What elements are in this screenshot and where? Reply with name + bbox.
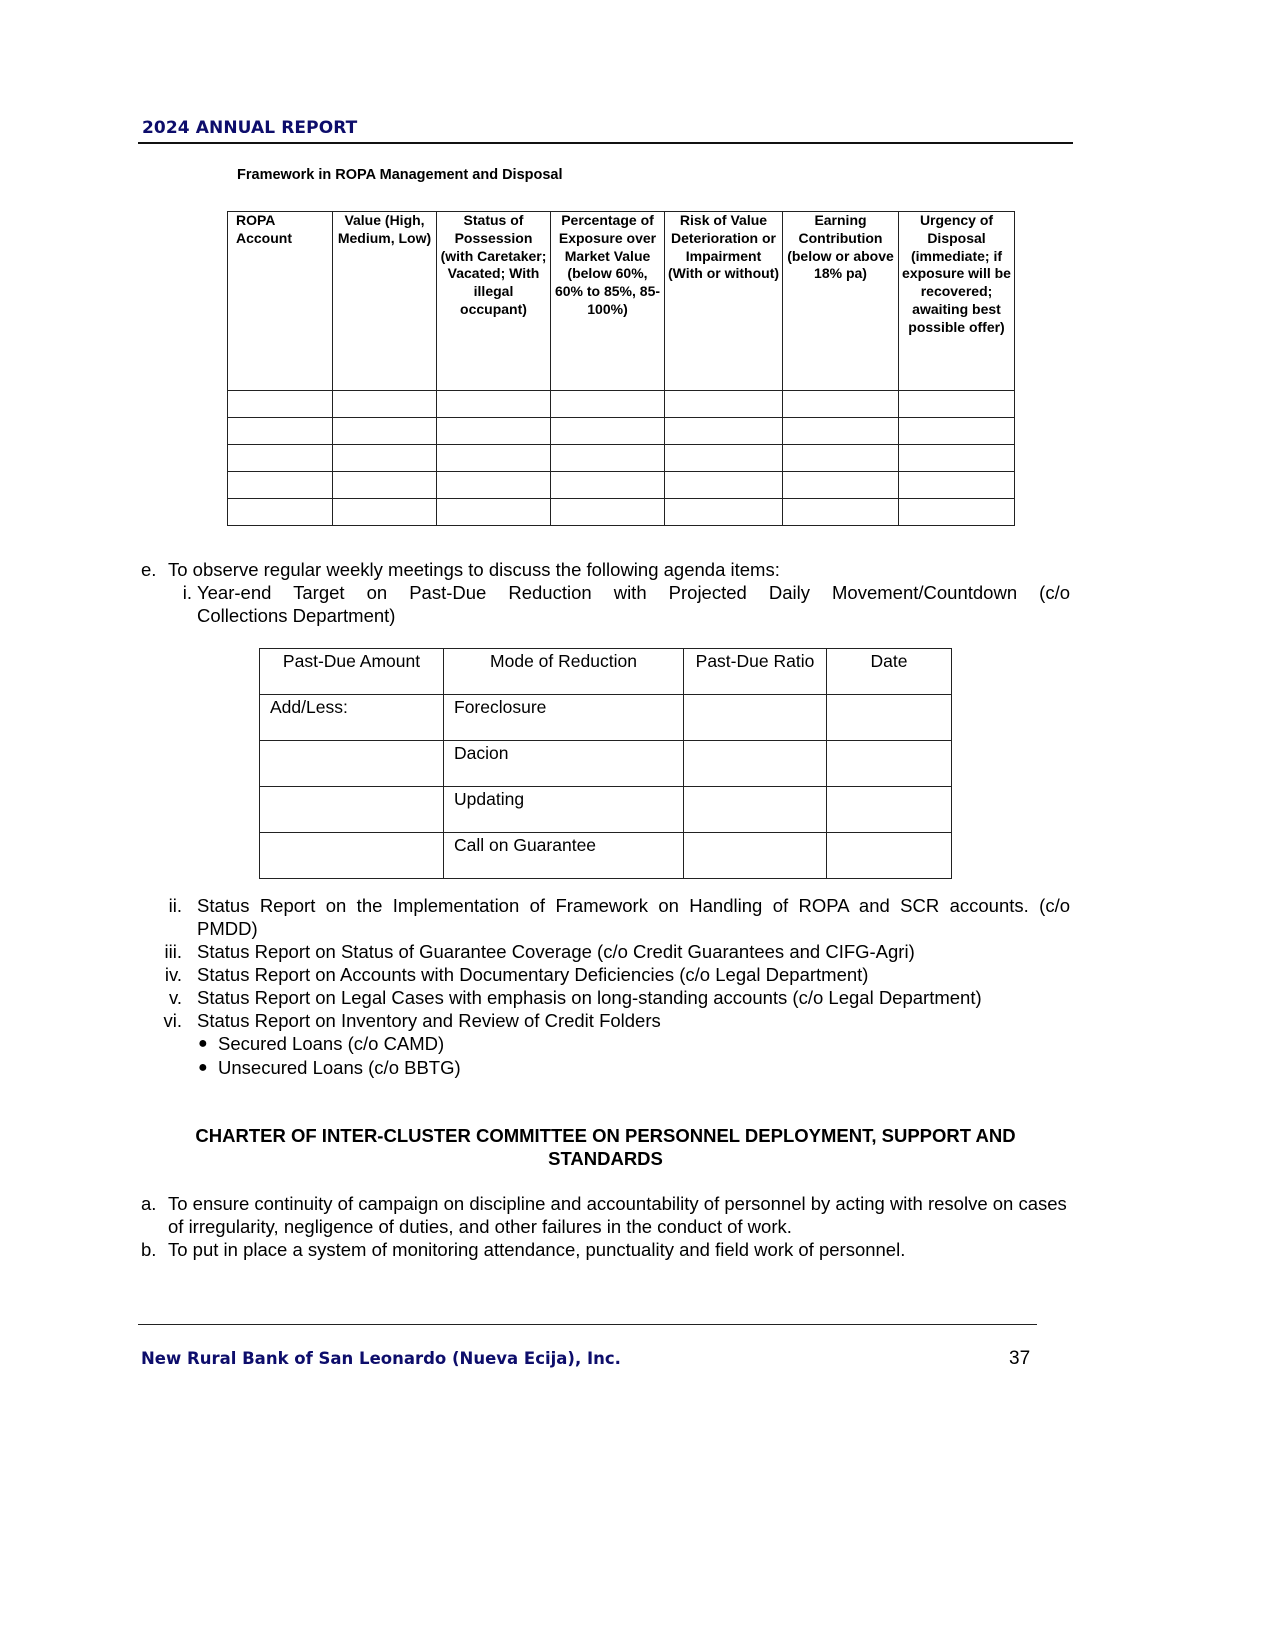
past-due-table-cell (684, 833, 827, 879)
ropa-table-cell (551, 418, 665, 445)
item-ii-text-line1: Status Report on the Implementation of Framework on Handling of ROPA and SCR accounts. (c/o (197, 895, 1070, 916)
ropa-table-cell (783, 499, 899, 526)
ropa-table-cell (333, 499, 437, 526)
ropa-table-cell (665, 391, 783, 418)
past-due-table-cell (684, 695, 827, 741)
item-ii-text-line2: PMDD) (197, 918, 258, 939)
item-iv-label: iv. (164, 964, 182, 985)
bullet-text: Unsecured Loans (c/o BBTG) (218, 1057, 461, 1078)
charter-item-a-label: a. (141, 1193, 157, 1214)
item-i-text-line2: Collections Department) (197, 605, 396, 626)
col-header-status-of-possession: Status of Possession (with Caretaker; Vacated; With illegal occupant) (437, 212, 551, 391)
past-due-table-cell: Add/Less: (260, 695, 444, 741)
agenda-item-e (141, 558, 780, 581)
ropa-table-cell (551, 472, 665, 499)
ropa-table-cell (783, 391, 899, 418)
agenda-items-list (160, 894, 1070, 1080)
past-due-table-cell (827, 695, 952, 741)
item-e-text: To observe regular weekly meetings to discuss the following agenda items: (168, 559, 780, 580)
bullet-icon: ● (198, 1059, 208, 1076)
ropa-table-cell (228, 445, 333, 472)
ropa-table-cell (333, 472, 437, 499)
past-due-table-cell (684, 741, 827, 787)
ropa-table-cell (437, 445, 551, 472)
footer-divider (138, 1324, 1037, 1325)
item-ii-label: ii. (168, 895, 182, 916)
past-due-table-cell (684, 787, 827, 833)
col-header-urgency-of-disposal: Urgency of Disposal (immediate; if exposure will be recovered; awaiting best possible offer) (899, 212, 1015, 391)
past-due-table-cell (260, 787, 444, 833)
ropa-table-cell (437, 499, 551, 526)
agenda-item-vi (160, 1009, 1070, 1032)
past-due-table-row (260, 695, 952, 741)
item-vi-text: Status Report on Inventory and Review of Credit Folders (197, 1010, 661, 1031)
ropa-table-row (228, 418, 1015, 445)
charter-item-a (141, 1192, 1070, 1238)
ropa-table-cell (333, 445, 437, 472)
item-i-text-line1: Year-end Target on Past-Due Reduction with Projected Daily Movement/Countdown (c/o (197, 582, 1070, 603)
ropa-table-cell (665, 445, 783, 472)
agenda-item-ii (160, 894, 1070, 940)
ropa-table-row (228, 472, 1015, 499)
past-due-table-header-row (260, 649, 952, 695)
ropa-table-row (228, 445, 1015, 472)
past-due-table-cell: Call on Guarantee (444, 833, 684, 879)
bullet-item-secured-loans (160, 1032, 1070, 1056)
charter-section-title (141, 1124, 1070, 1170)
item-i-label: i. (182, 582, 192, 603)
ropa-table-cell (899, 499, 1015, 526)
past-due-table-row (260, 787, 952, 833)
item-iv-text: Status Report on Accounts with Documentary Deficiencies (c/o Legal Department) (197, 964, 869, 985)
ropa-table-header-row (228, 212, 1015, 391)
ropa-table-cell (783, 472, 899, 499)
col-header-past-due-ratio: Past-Due Ratio (684, 649, 827, 695)
charter-title-line1: CHARTER OF INTER-CLUSTER COMMITTEE ON PERSONNEL DEPLOYMENT, SUPPORT AND (195, 1125, 1016, 1146)
ropa-table-cell (783, 445, 899, 472)
past-due-table-row (260, 741, 952, 787)
past-due-table-row (260, 833, 952, 879)
ropa-table-cell (551, 445, 665, 472)
past-due-table-cell (827, 787, 952, 833)
item-v-label: v. (168, 987, 182, 1008)
col-header-percentage-of-exposure: Percentage of Exposure over Market Value (below 60%, 60% to 85%, 85-100%) (551, 212, 665, 391)
charter-item-a-text: To ensure continuity of campaign on discipline and accountability of personnel by acting with resolve on cases of irregularity, negligence of duties, and other failures in the conduct of work. (168, 1193, 1067, 1237)
agenda-item-iii (160, 940, 1070, 963)
item-e-label: e. (141, 559, 157, 580)
page-number: 37 (1009, 1348, 1031, 1369)
ropa-table-cell (228, 499, 333, 526)
ropa-table-cell (551, 391, 665, 418)
past-due-table-cell: Foreclosure (444, 695, 684, 741)
ropa-table-row (228, 499, 1015, 526)
ropa-table-cell (333, 391, 437, 418)
charter-item-b-label: b. (141, 1239, 157, 1260)
ropa-table-cell (783, 418, 899, 445)
item-vi-label: vi. (163, 1010, 182, 1031)
ropa-table-cell (551, 499, 665, 526)
col-header-past-due-amount: Past-Due Amount (260, 649, 444, 695)
charter-items-list (141, 1192, 1070, 1261)
agenda-item-iv (160, 963, 1070, 986)
agenda-item-v (160, 986, 1070, 1009)
ropa-framework-table (227, 211, 1015, 526)
ropa-table-cell (899, 472, 1015, 499)
past-due-table-cell (827, 833, 952, 879)
ropa-table-cell (899, 391, 1015, 418)
item-v-text: Status Report on Legal Cases with emphasis on long-standing accounts (c/o Legal Department) (197, 987, 982, 1008)
bullet-icon: ● (198, 1035, 208, 1052)
bullet-text: Secured Loans (c/o CAMD) (218, 1033, 445, 1054)
ropa-table-cell (437, 418, 551, 445)
ropa-table-cell (228, 472, 333, 499)
header-divider (138, 142, 1073, 144)
col-header-ropa-account: ROPA Account (228, 212, 333, 391)
col-header-mode-of-reduction: Mode of Reduction (444, 649, 684, 695)
ropa-table-cell (665, 499, 783, 526)
agenda-item-i (172, 581, 1070, 627)
footer-company-name: New Rural Bank of San Leonardo (Nueva Ecija), Inc. (141, 1349, 621, 1368)
ropa-table-cell (899, 418, 1015, 445)
ropa-table-row (228, 391, 1015, 418)
ropa-table-cell (437, 472, 551, 499)
item-iii-label: iii. (164, 941, 182, 962)
ropa-table-cell (437, 391, 551, 418)
past-due-reduction-table (259, 648, 952, 879)
col-header-earning-contribution: Earning Contribution (below or above 18% pa) (783, 212, 899, 391)
ropa-table-cell (228, 418, 333, 445)
ropa-table-cell (665, 472, 783, 499)
charter-item-b (141, 1238, 1070, 1261)
ropa-table-cell (665, 418, 783, 445)
col-header-date: Date (827, 649, 952, 695)
charter-title-line2: STANDARDS (548, 1148, 663, 1169)
past-due-table-cell: Updating (444, 787, 684, 833)
past-due-table-cell: Dacion (444, 741, 684, 787)
report-header-title: 2024 ANNUAL REPORT (142, 118, 358, 138)
col-header-value: Value (High, Medium, Low) (333, 212, 437, 391)
ropa-table-cell (228, 391, 333, 418)
ropa-table-cell (333, 418, 437, 445)
framework-table-title: Framework in ROPA Management and Disposal (237, 167, 563, 183)
item-iii-text: Status Report on Status of Guarantee Coverage (c/o Credit Guarantees and CIFG-Agri) (197, 941, 915, 962)
col-header-risk-of-value-deterioration: Risk of Value Deterioration or Impairment (With or without) (665, 212, 783, 391)
ropa-table-cell (899, 445, 1015, 472)
bullet-item-unsecured-loans (160, 1056, 1070, 1080)
past-due-table-cell (260, 741, 444, 787)
past-due-table-cell (827, 741, 952, 787)
charter-item-b-text: To put in place a system of monitoring attendance, punctuality and field work of personnel. (168, 1239, 906, 1260)
past-due-table-cell (260, 833, 444, 879)
